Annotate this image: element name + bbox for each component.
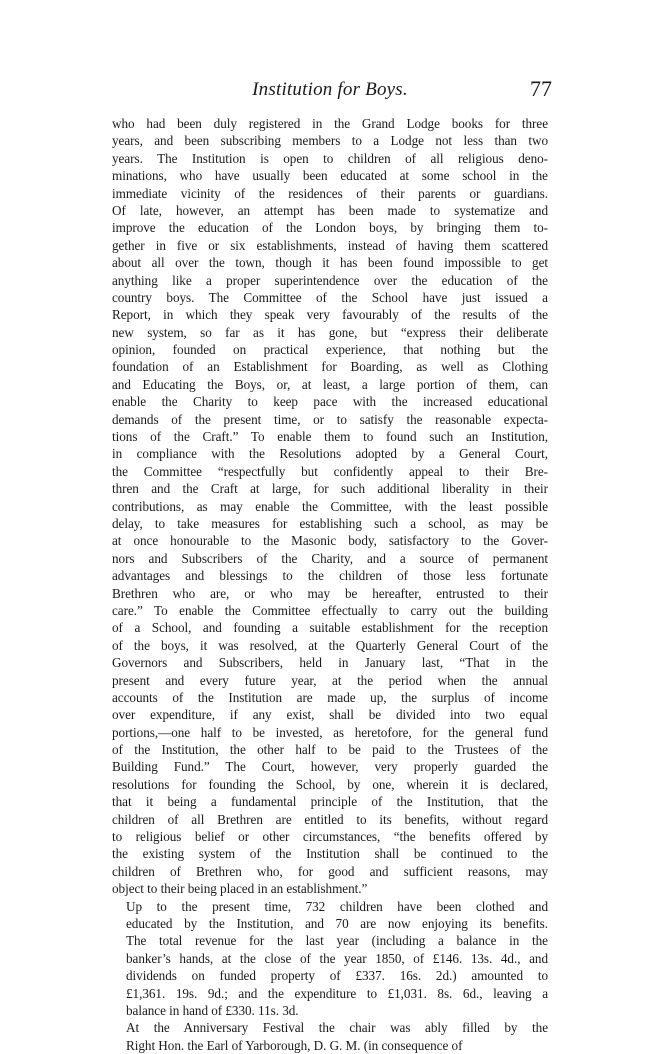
text-line: in compliance with the Resolutions adopted by a General Court, [112, 446, 548, 462]
text-line: of the boys, it was resolved, at the Quarterly General Court of the [112, 637, 548, 653]
text-line: Governors and Subscribers, held in January last, “That in the [112, 655, 548, 671]
text-line: that it being a fundamental principle of the Institution, that the [112, 794, 548, 810]
text-line: demands of the present time, or to satisfy the reasonable expecta- [112, 411, 548, 427]
text-line: Building Fund.” The Court, however, very properly guarded the [112, 759, 548, 775]
text-line: to religious belief or other circumstances, “the benefits offered by [112, 829, 548, 845]
text-line: Brethren who are, or who may be hereafter, entrusted to their [112, 585, 548, 601]
text-line: Right Hon. the Earl of Yarborough, D. G. M. (in consequence of [126, 1037, 463, 1053]
text-line: £1,361. 19s. 9d.; and the expenditure to £1,031. 8s. 6d., leaving a [126, 985, 548, 1001]
text-line: Report, in which they speak very favourably of the results of the [112, 307, 548, 323]
text-line: At the Anniversary Festival the chair was ably filled by the [126, 1020, 548, 1036]
text-line: children of Brethren who, for good and sufficient reasons, may [112, 863, 548, 879]
text-line: nors and Subscribers of the Charity, and a source of permanent [112, 550, 548, 566]
running-title: Institution for Boys. [252, 79, 408, 100]
text-line: anything like a proper superintendence over the education of the [112, 272, 548, 288]
text-line: gether in five or six establishments, instead of having them scattered [112, 237, 548, 253]
text-line: who had been duly registered in the Grand Lodge books for three [112, 116, 548, 131]
page-number: 77 [530, 76, 552, 101]
text-line: about all over the town, though it has been found impossible to get [112, 255, 548, 271]
text-line: accounts of the Institution are made up, the surplus of income [112, 689, 548, 705]
text-line: of a School, and founding a suitable establishment for the reception [112, 620, 548, 636]
paragraph [112, 1019, 548, 1054]
text-line: thren and the Craft at large, for such additional liberality in their [112, 481, 548, 497]
text-line: years. The Institution is open to children of all religious deno- [112, 150, 548, 166]
text-line: dividends on funded property of £337. 16s. 2d.) amounted to [126, 968, 548, 984]
running-head [112, 76, 552, 108]
text-line: over expenditure, if any exist, shall be divided into two equal [112, 707, 548, 723]
text-line: at once honourable to the Masonic body, satisfactory to the Gover- [112, 533, 548, 549]
text-line: country boys. The Committee of the School have just issued a [112, 289, 548, 305]
text-line: The total revenue for the last year (including a balance in the [126, 933, 548, 949]
text-line: foundation of an Establishment for Boarding, as well as Clothing [112, 359, 548, 375]
text-line: balance in hand of £330. 11s. 3d. [126, 1002, 299, 1018]
text-line: contributions, as may enable the Committee, with the least possible [112, 498, 548, 514]
text-line: object to their being placed in an establishment.” [112, 881, 368, 897]
text-line: Of late, however, an attempt has been made to systematize and [112, 202, 548, 218]
text-line: present and every future year, at the period when the annual [112, 672, 548, 688]
text-line: immediate vicinity of the residences of their parents or guardians. [112, 185, 548, 201]
body-text [112, 115, 548, 1054]
text-line: portions,—one half to be invested, as heretofore, for the general fund [112, 724, 548, 740]
text-line: opinion, founded on practical experience, that nothing but the [112, 342, 548, 358]
paragraph [112, 898, 548, 1020]
paragraph [112, 115, 548, 898]
text-line: resolutions for founding the School, by one, wherein it is declared, [112, 776, 548, 792]
text-line: minations, who have usually been educated at some school in the [112, 168, 548, 184]
text-line: new system, so far as it has gone, but “express their deliberate [112, 324, 548, 340]
text-line: the Committee “respectfully but confidently appeal to their Bre- [112, 463, 548, 479]
text-line: Up to the present time, 732 children have been clothed and [126, 898, 548, 914]
text-line: the existing system of the Institution shall be continued to the [112, 846, 548, 862]
text-line: advantages and blessings to the children of those less fortunate [112, 568, 548, 584]
text-line: children of all Brethren are entitled to its benefits, without regard [112, 811, 548, 827]
text-line: and Educating the Boys, or, at least, a large portion of them, can [112, 376, 548, 392]
text-line: banker’s hands, at the close of the year 1850, of £146. 13s. 4d., and [126, 950, 548, 966]
text-line: of the Institution, the other half to be paid to the Trustees of the [112, 742, 548, 758]
text-line: years, and been subscribing members to a Lodge not less than two [112, 133, 548, 149]
text-line: educated by the Institution, and 70 are now enjoying its benefits. [126, 915, 548, 931]
text-line: delay, to take measures for establishing such a school, as may be [112, 515, 548, 531]
text-line: care.” To enable the Committee effectually to carry out the building [112, 602, 548, 618]
text-line: tions of the Craft.” To enable them to found such an Institution, [112, 429, 548, 445]
text-line: enable the Charity to keep pace with the increased educational [112, 394, 548, 410]
text-line: improve the education of the London boys, by bringing them to- [112, 220, 548, 236]
